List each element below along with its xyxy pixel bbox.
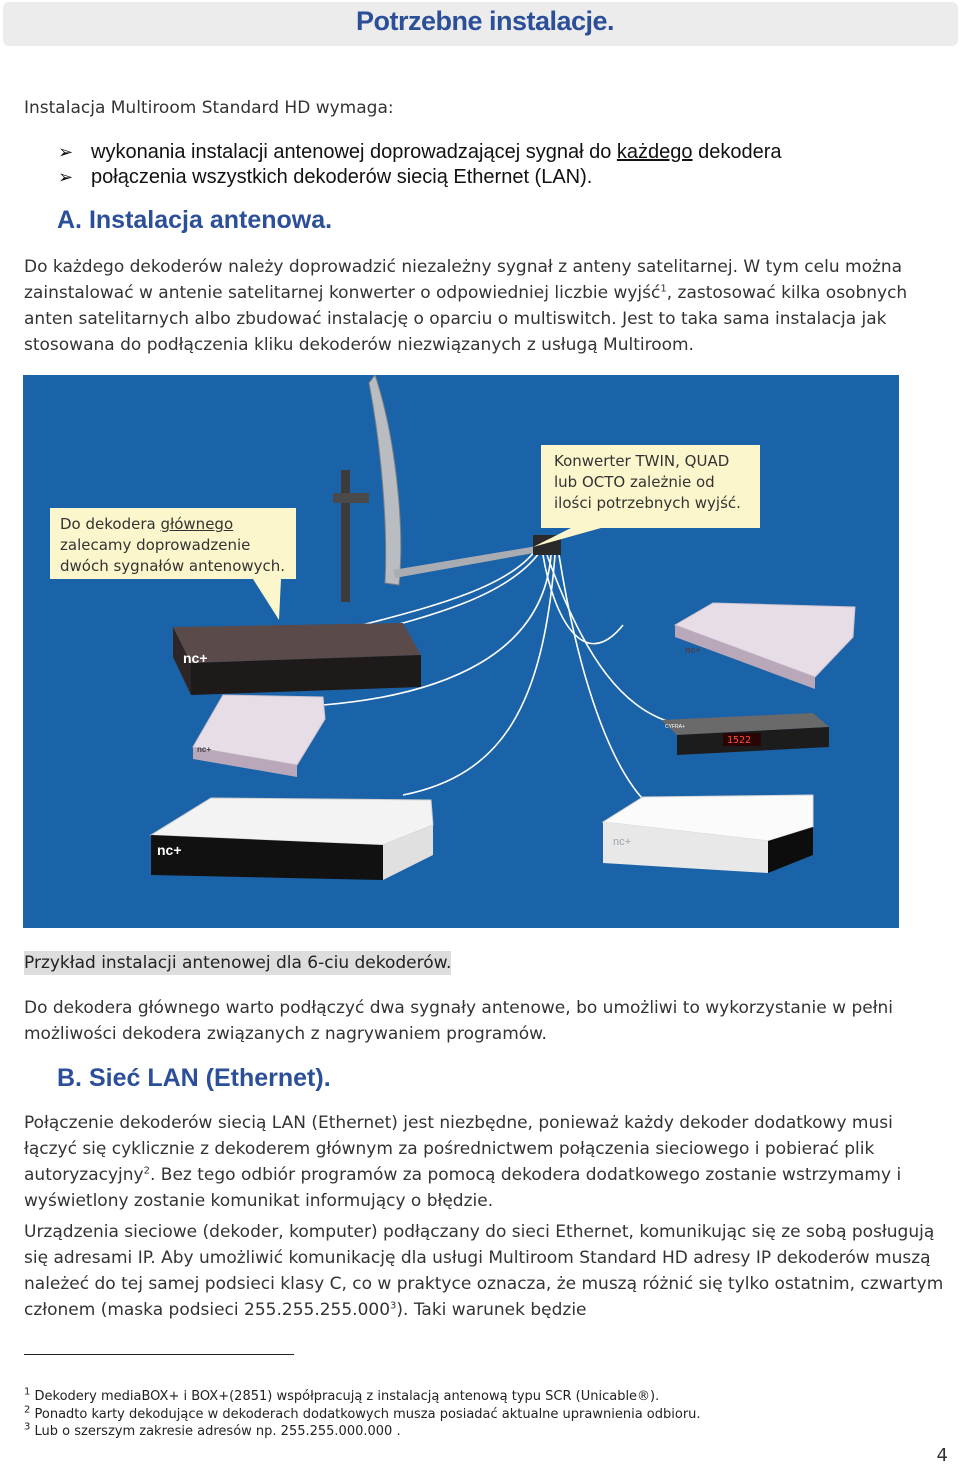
figure-caption: Przykład instalacji antenowej dla 6-ciu dekoderów. (24, 953, 452, 973)
list-item (58, 165, 781, 190)
section-b-paragraph-1 (24, 1110, 944, 1214)
footnote-text: Dekodery mediaBOX+ i BOX+(2851) współpracują z instalacją antenową typu SCR (Unicable®). (30, 1389, 660, 1404)
satellite-dish (369, 375, 401, 585)
main-decoder-logo: nc+ (183, 650, 208, 666)
requirements-list (58, 140, 781, 190)
footnote-number: 2 (24, 1404, 31, 1416)
callout-main-decoder (50, 508, 296, 579)
paragraph-text: Do każdego dekoderów należy doprowadzić niezależny sygnał z anteny satelitarnej. W tym celu można zainstalować w antenie satelitarnej konwerter o odpowiedniej liczbie wyjść (24, 257, 903, 303)
callout-left-pointer (253, 579, 281, 620)
footnote-ref: 1 (660, 283, 667, 295)
decoder-logo: nc+ (685, 645, 701, 655)
intro-text: Instalacja Multiroom Standard HD wymaga: (24, 98, 394, 118)
decoder-cyfra (661, 713, 829, 755)
paragraph-text: . Bez tego odbiór programów za pomocą dekodera dodatkowego zostanie wstrzymamy i wyświetlony zostanie komunikat informujący o błędzie. (24, 1165, 902, 1211)
footnote (24, 1404, 701, 1423)
footnote (24, 1421, 401, 1440)
footnote-number: 3 (24, 1421, 31, 1433)
cable-box-5 (403, 555, 555, 795)
mast-bracket (333, 493, 369, 503)
installation-diagram (23, 375, 899, 928)
paragraph-text: Połączenie dekoderów siecią LAN (Ethernet) jest niezbędne, ponieważ każdy dekoder dodatkowy musi łączyć się cyklicznie z dekoderem głównym za pośrednictwem połączenia sieciowego i pobierać plik autoryzacyjny (24, 1113, 893, 1185)
footnote-number: 1 (24, 1386, 31, 1398)
paragraph-text: , zastosować kilka osobnych anten satelitarnych albo zbudować instalację o oparciu o multiswitch. Jest to taka sama instalacja jak stosowana do podłączenia kliku dekoderów niezwiązanych z usługą Multiroom. (24, 283, 908, 355)
arrow-bullet-icon: ➢ (58, 167, 74, 187)
section-b-heading: B. Sieć LAN (Ethernet). (57, 1064, 331, 1092)
decoder-white-large (151, 798, 433, 880)
callout-emphasis: głównego (160, 515, 234, 533)
decoder-white-cube (603, 795, 813, 873)
footnote-ref: 2 (143, 1165, 150, 1177)
section-a-heading: A. Instalacja antenowa. (57, 206, 333, 234)
lnb-arm (393, 545, 545, 578)
arrow-bullet-icon: ➢ (58, 142, 74, 162)
footnote-text: Ponadto karty dekodujące w dekoderach dodatkowych musza posiadać aktualne uprawnienia odbioru. (30, 1407, 701, 1422)
list-item-emphasis: każdego (616, 141, 693, 163)
decoder-display-text: 1522 (727, 735, 752, 746)
mast (341, 470, 350, 602)
main-decoder-paragraph: Do dekodera głównego warto podłączyć dwa sygnały antenowe, bo umożliwi to wykorzystanie w pełni możliwości dekodera związanych z nagrywaniem programów. (24, 998, 894, 1044)
paragraph-text: Urządzenia sieciowe (dekoder, komputer) podłączany do sieci Ethernet, komunikując się ze sobą posługują się adresami IP. Aby umożliwić komunikację dla usługi Multiroom Standard HD adresy IP dekoderów muszą należeć do tej samej podsieci klasy C, co w praktyce oznacza, że muszą różnić się tylko ostatnim, czwartym członem (maska podsieci 255.255.255.000 (24, 1222, 944, 1320)
list-item-text: wykonania instalacji antenowej doprowadzającej sygnał do (91, 141, 617, 163)
footnote-text: Lub o szerszym zakresie adresów np. 255.255.000.000 . (30, 1424, 401, 1439)
callout-text: zalecamy doprowadzenie dwóch sygnałów antenowych. (60, 536, 286, 575)
diagram-illustration (23, 375, 899, 928)
section-b-paragraph-2 (24, 1219, 954, 1323)
section-a-paragraph (24, 254, 944, 358)
main-decoder (173, 623, 421, 695)
paragraph-text: ). Taki warunek będzie (396, 1300, 587, 1320)
cable-box-6 (559, 555, 663, 815)
callout-text: Do dekodera (60, 515, 161, 533)
list-item-text: połączenia wszystkich dekoderów siecią Ethernet (LAN). (91, 166, 593, 188)
page-title: Potrzebne instalacje. (355, 6, 615, 36)
callout-converter: Konwerter TWIN, QUAD lub OCTO zależnie od ilości potrzebnych wyjść. (541, 445, 760, 528)
cable-box-2 (543, 555, 623, 644)
decoder-logo: nc+ (157, 842, 182, 858)
footnote-ref: 3 (390, 1300, 397, 1312)
decoder-mediabox-left (193, 695, 325, 777)
decoder-logo: nc+ (197, 745, 212, 754)
footnote (24, 1386, 660, 1405)
list-item (58, 140, 781, 165)
decoder-brand-small: CYFRA+ (665, 724, 685, 730)
decoder-logo: nc+ (613, 836, 632, 848)
footnote-separator (24, 1354, 294, 1355)
cable-box-4 (547, 555, 683, 725)
list-item-text: dekodera (692, 141, 782, 163)
page-number: 4 (936, 1445, 948, 1466)
decoder-mediabox-right (675, 603, 855, 689)
